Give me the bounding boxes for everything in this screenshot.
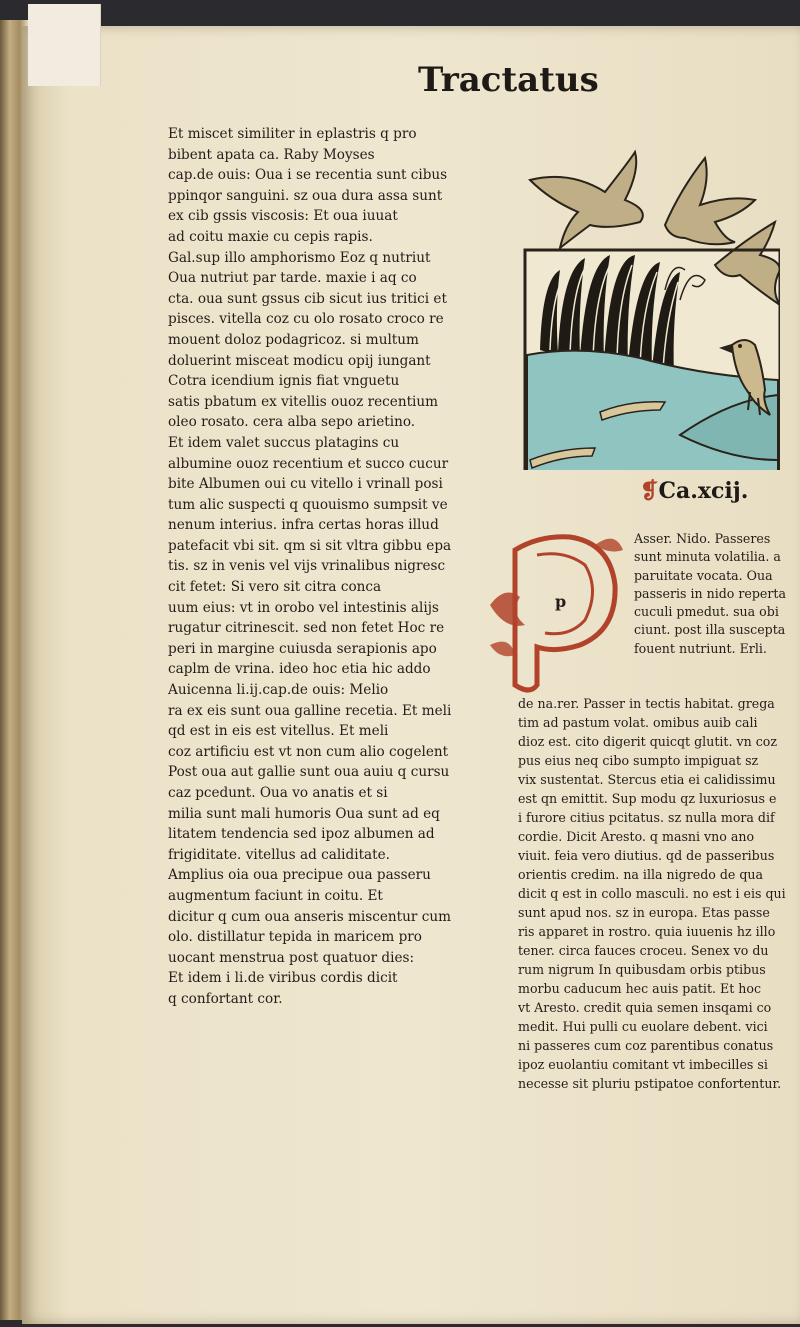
text-line: ra ex eis sunt oua galline recetia. Et meli [168, 702, 452, 719]
pilcrow-mark: ❡ [640, 478, 659, 504]
text-line: albumine ouoz recentium et succo cucur [168, 455, 449, 472]
text-line: Amplius oia oua precipue oua passeru [168, 867, 431, 884]
text-line: sunt minuta volatilia. a [634, 549, 781, 565]
text-line: coz artificiu est vt non cum alio cogelent [168, 743, 449, 760]
text-line: Asser. Nido. Passeres [634, 531, 771, 546]
woodcut-illustration-birds [500, 130, 780, 470]
text-line: medit. Hui pulli cu euolare debent. vici [518, 1019, 768, 1034]
text-line: nenum interius. infra certas horas illud [168, 517, 439, 534]
text-line: ipoz euolantiu comitant vt imbecilles si [518, 1057, 768, 1072]
text-line: satis pbatum ex vitellis ouoz recentium [168, 393, 439, 410]
text-line: i furore citius pcitatus. sz nulla mora dif [518, 810, 775, 825]
text-line: pisces. vitella coz cu olo rosato croco re [168, 311, 444, 328]
text-line: augmentum faciunt in coitu. Et [168, 887, 383, 904]
text-line: necesse sit pluriu pstipatoe confortentur. [518, 1076, 782, 1091]
text-line: Et idem valet succus platagins cu [168, 434, 400, 451]
text-line: tum alic suspecti q quouismo sumpsit ve [168, 496, 448, 513]
text-line: rum nigrum In quibusdam orbis ptibus [518, 962, 766, 977]
text-line: bite Albumen oui cu vitello i vrinall posi [168, 476, 443, 493]
chapter-heading: ❡Ca.xcij. [640, 478, 749, 504]
left-text-column [168, 124, 490, 1010]
text-line: Cotra icendium ignis fiat vnguetu [168, 373, 400, 390]
paper-repair-patch [28, 4, 101, 86]
text-line: passeris in nido reperta [634, 585, 786, 601]
text-line: orientis credim. na illa nigredo de qua [518, 867, 764, 882]
text-line: caplm de vrina. ideo hoc etia hic addo [168, 661, 431, 678]
text-line: morbu caducum hec auis patit. Et hoc [518, 981, 762, 996]
text-line: de na.rer. Passer in tectis habitat. grega [518, 696, 775, 711]
text-line: olo. distillatur tepida in maricem pro [168, 929, 422, 946]
text-line: patefacit vbi sit. qm si sit vltra gibbu epa [168, 537, 452, 554]
text-line: ciunt. post illa suscepta [634, 622, 786, 638]
text-line: dioz est. cito digerit quicqt glutit. vn coz [518, 734, 777, 749]
text-line: vt Aresto. credit quia semen insqami co [518, 1000, 772, 1015]
text-line: cordie. Dicit Aresto. q masni vno ano [518, 829, 755, 844]
text-line: bibent apata ca. Raby Moyses [168, 146, 375, 163]
text-line: ad coitu maxie cu cepis rapis. [168, 228, 373, 245]
text-line: tener. circa fauces croceu. Senex vo du [518, 943, 769, 958]
decorated-initial-p [485, 525, 625, 695]
text-line: caz pcedunt. Oua vo anatis et si [168, 785, 388, 801]
text-line: pus eius neq cibo sumpto impiguat sz [518, 753, 759, 768]
text-line: ni passeres cum coz parentibus conatus [518, 1038, 774, 1053]
guide-letter: p [555, 592, 567, 611]
text-line: peri in margine cuiusda serapionis apo [168, 640, 437, 657]
text-line: dicitur q cum oua anseris miscentur cum [168, 908, 451, 925]
text-line: vix sustentat. Stercus etia ei calidissimu [518, 772, 776, 787]
flying-bird-2 [665, 158, 755, 244]
text-line: oleo rosato. cera alba sepo arietino. [168, 414, 416, 431]
text-line: cit fetet: Si vero sit citra conca [168, 579, 382, 596]
text-line: cuculi pmedut. sua obi [634, 604, 779, 620]
text-line: cta. oua sunt gssus cib sicut ius tritici et [168, 290, 447, 307]
text-line: Post oua aut gallie sunt oua auiu q cursu [168, 764, 450, 781]
text-line: est qn emittit. Sup modu qz luxuriosus e [518, 791, 777, 806]
text-line: litatem tendencia sed ipoz albumen ad [168, 826, 435, 843]
text-line: milia sunt mali humoris Oua sunt ad eq [168, 805, 440, 822]
right-text-beside-initial [634, 530, 794, 658]
text-line: ex cib gssis viscosis: Et oua iuuat [168, 208, 398, 225]
text-line: sunt apud nos. sz in europa. Etas passe [518, 905, 770, 920]
text-line: uocant menstrua post quatuor dies: [168, 949, 415, 966]
text-line: Auicenna li.ij.cap.de ouis: Melio [168, 682, 389, 699]
text-line: uum eius: vt in orobo vel intestinis alijs [168, 599, 439, 616]
running-head: Tractatus [418, 60, 599, 100]
text-line: fouent nutriunt. Erli. [634, 640, 767, 656]
text-line: Gal.sup illo amphorismo Eoz q nutriut [168, 249, 431, 266]
text-line: ris apparet in rostro. quia iuuenis hz illo [518, 924, 776, 939]
text-line: dicit q est in collo masculi. no est i eis qui [518, 886, 786, 901]
text-line: frigiditate. vitellus ad caliditate. [168, 846, 390, 863]
text-line: ppinqor sanguini. sz oua dura assa sunt [168, 187, 443, 204]
right-text-column [518, 694, 798, 1093]
text-line: Et idem i li.de viribus cordis dicit [168, 970, 398, 987]
text-line: cap.de ouis: Oua i se recentia sunt cibus [168, 167, 448, 184]
flying-bird-1 [530, 152, 643, 248]
text-line: q confortant cor. [168, 990, 283, 1007]
text-line: doluerint misceat modicu opij iungant [168, 352, 431, 369]
text-line: mouent doloz podagricoz. si multum [168, 331, 419, 348]
text-line: Et miscet similiter in eplastris q pro [168, 126, 417, 142]
text-line: tis. sz in venis vel vijs vrinalibus nigresc [168, 558, 446, 575]
text-line: paruitate vocata. Oua [634, 567, 773, 583]
text-line: rugatur citrinescit. sed non fetet Hoc re [168, 620, 445, 637]
text-line: viuit. feia vero diutius. qd de passeribus [518, 848, 775, 863]
text-line: tim ad pastum volat. omibus auib cali [518, 715, 758, 730]
text-line: Oua nutriut par tarde. maxie i aq co [168, 270, 417, 287]
text-line: qd est in eis est vitellus. Et meli [168, 723, 389, 740]
